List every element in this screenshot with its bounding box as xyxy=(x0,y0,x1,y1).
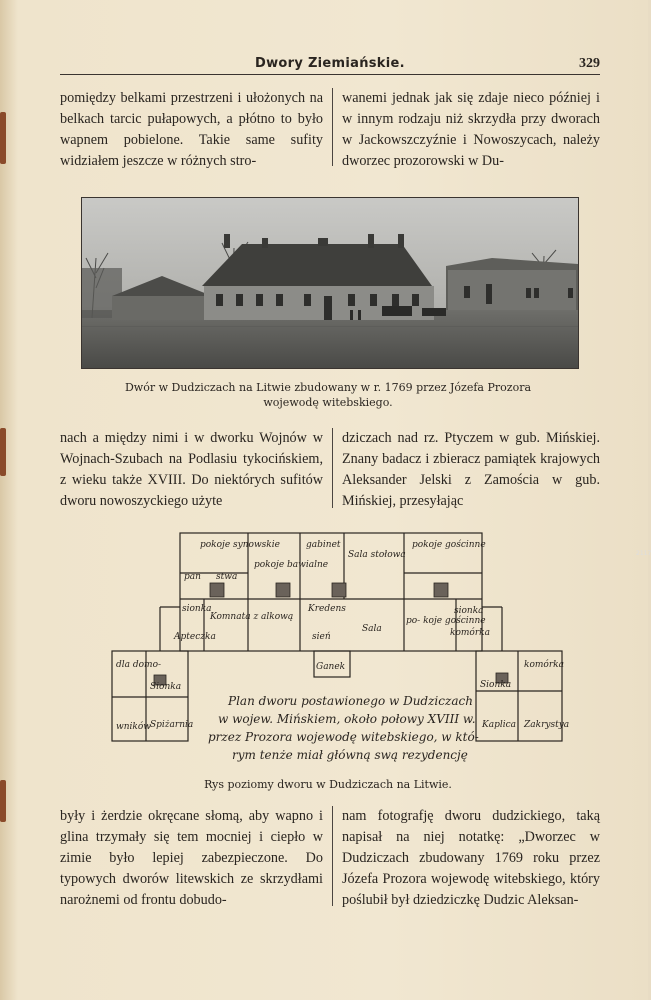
binding-stain xyxy=(0,780,6,822)
room-label: pokoje synowskie xyxy=(200,540,280,550)
binding-stain xyxy=(0,428,6,476)
room-label: Sala stołowa xyxy=(348,550,406,560)
room-label: Sionka xyxy=(150,682,182,692)
room-label: pokoje gościnne xyxy=(412,540,486,550)
room-label: sionka xyxy=(182,604,212,614)
middle-right-paragraph: dziczach nad rz. Ptyczem w gub. Mińskiej. Znany badacz i zbieracz pamiątek krajowych Aleksander Jelski z Zamościa w gub. Mińskiej, przesyłając xyxy=(342,430,600,509)
room-label: pan xyxy=(184,572,201,582)
room-label: Kredens xyxy=(308,604,346,614)
bottom-right-paragraph: nam fotografję dworu dudzickiego, taką napisał na niej notatkę: „Dworzec w Dudziczach zbudowany 1769 roku przez Józefa Prozora wojewodę witebskiego, który poślubił był dziedziczkę Dudzic Aleksan- xyxy=(342,808,600,908)
binding-stain xyxy=(0,112,6,164)
column-divider xyxy=(332,88,333,166)
room-label: po- koje gościnne xyxy=(406,616,486,626)
room-label: Sala xyxy=(362,624,382,634)
plan-note-line-1: Plan dworu postawionego w Dudziczach xyxy=(228,694,473,708)
room-label: gabinet xyxy=(306,540,341,550)
column-divider xyxy=(332,806,333,906)
plan-note-line-2: w wojew. Mińskiem, około połowy XVIII w. xyxy=(218,712,476,726)
running-title: Dwory Ziemiańskie. xyxy=(255,56,405,71)
plan-note-line-3: przez Prozora wojewodę witebskiego, w któ- xyxy=(208,730,479,744)
room-label: Apteczka xyxy=(174,632,216,642)
photo-caption-line-1: Dwór w Dudziczach na Litwie zbudowany w r. 1769 przez Józefa Prozora xyxy=(124,381,532,394)
room-label: komórka xyxy=(450,628,490,638)
room-label: Spiżarnia xyxy=(150,720,194,730)
plan-caption: Rys poziomy dworu w Dudziczach na Litwie. xyxy=(204,778,452,791)
room-label: komórka xyxy=(524,660,564,670)
room-label: sionka xyxy=(454,606,484,616)
running-header xyxy=(60,56,600,75)
photographer-mark: 2117 xyxy=(636,550,651,557)
room-label: Ganek xyxy=(316,662,346,672)
plan-note-line-4: rym tenże miał główną swą rezydencję xyxy=(232,748,468,762)
photo-caption xyxy=(90,380,566,410)
room-label: Sionka xyxy=(480,680,512,690)
room-label: Kaplica xyxy=(482,720,517,730)
room-label: stwa xyxy=(216,572,238,582)
room-label: sień xyxy=(312,632,331,642)
floor-plan-drawing xyxy=(104,527,574,767)
room-label: pokoje bawialne xyxy=(254,560,329,570)
bottom-left-paragraph: były i żerdzie okręcane słomą, aby wapno i glina trzymały się tem mocniej i ciepło w zimie było lepiej zabezpieczone. Do typowych dworów litewskich ze skrzydłami narożnemi od frontu dobudo- xyxy=(60,808,323,908)
room-label: Komnata z alkową xyxy=(210,612,294,622)
room-label: dla domo- xyxy=(116,660,162,670)
room-label: wników xyxy=(116,722,151,732)
photo-caption-line-2: wojewodę witebskiego. xyxy=(263,396,393,409)
manor-house-image xyxy=(82,198,578,368)
top-left-paragraph: pomiędzy belkami przestrzeni i ułożonych na belkach tarcic pułapowych, a płótno to było wapnem pobielone. Takie same sufity widziałem jeszcze w różnych stro- xyxy=(60,90,323,169)
top-right-paragraph: wanemi jednak jak się zdaje nieco później i w innym rodzaju niż skrzydła przy dworach w Jackowszczyźnie i Nowoszycach, należy dworzec prozorowski w Du- xyxy=(342,90,600,169)
column-divider xyxy=(332,428,333,508)
room-label: Zakrystya xyxy=(524,720,570,730)
floor-plan xyxy=(104,527,574,767)
page-number: 329 xyxy=(579,56,600,71)
middle-left-paragraph: nach a między nimi i w dworku Wojnów w Wojnach-Szubach na Podlasiu tykocińskiem, z wieku także XVIII. Do niektórych sufitów dworu nowoszyckiego użyte xyxy=(60,430,323,509)
